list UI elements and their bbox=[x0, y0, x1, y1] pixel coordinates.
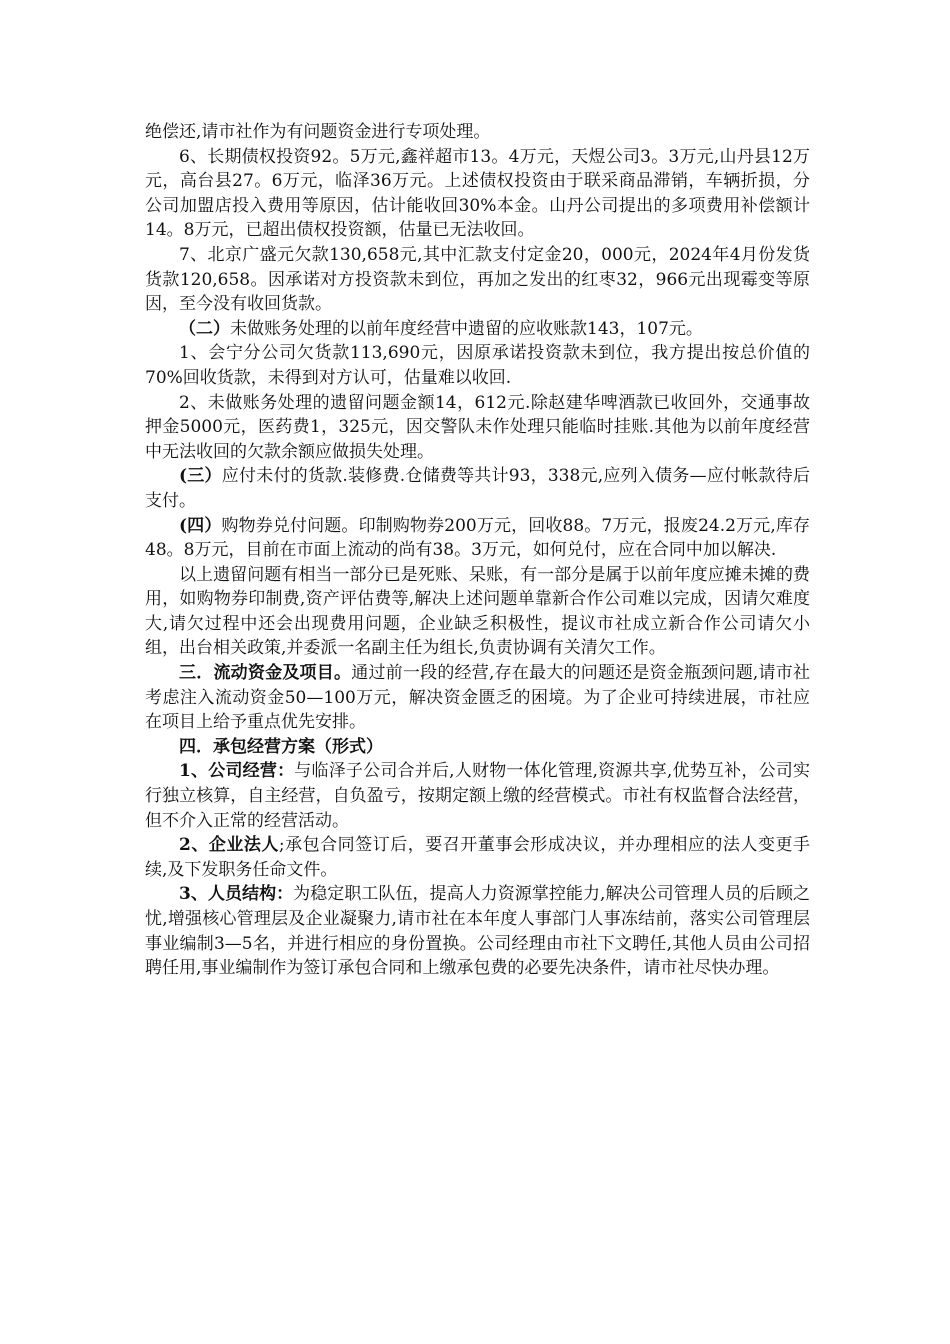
paragraph-heading: （二） bbox=[179, 318, 230, 339]
paragraph bbox=[145, 563, 810, 661]
paragraph bbox=[145, 882, 810, 980]
paragraph-heading: 2、企业法人 bbox=[179, 835, 279, 856]
paragraph-text: 与临泽子公司合并后,人财物一体化管理,资源共享,优势互补，公司实行独立核算，自主经营，自负盈亏，按期定额上缴的经营模式。市社有权监督合法经营，但不介入正常的经营活动。 bbox=[145, 761, 810, 831]
paragraph-heading: (三） bbox=[179, 466, 222, 487]
paragraph bbox=[145, 514, 810, 563]
paragraph-text: 为稳定职工队伍，提高人力资源掌控能力,解决公司管理人员的后顾之忧,增强核心管理层及企业凝聚力,请市社在本年度人事部门人事冻结前，落实公司管理层事业编制3—5名，并进行相应的身份置换。公司经理由市社下文聘任,其他人员由公司招聘任用,事业编制作为签订承包合同和上缴承包费的必要先决条件，请市社尽快办理。 bbox=[145, 884, 810, 979]
paragraph-text: 2、未做账务处理的遗留问题金额14，612元.除赵建华啤酒款已收回外，交通事故押金5000元，医药费1，325元，因交警队未作处理只能临时挂账.其他为以前年度经营中无法收回的欠款余额应做损失处理。 bbox=[145, 392, 810, 462]
paragraph-heading: (四） bbox=[179, 515, 222, 536]
paragraph bbox=[145, 833, 810, 882]
paragraph-heading: 四．承包经营方案（形式） bbox=[179, 736, 383, 757]
paragraph bbox=[145, 145, 810, 243]
paragraph-heading: 1、公司经营： bbox=[179, 761, 295, 782]
paragraph-text: 1、会宁分公司欠货款113,690元，因原承诺投资款未到位，我方提出按总价值的70%回收货款，未得到对方认可，估量难以收回. bbox=[145, 343, 810, 388]
paragraph-text: ;承包合同签订后，要召开董事会形成决议，并办理相应的法人变更手续,及下发职务任命文件。 bbox=[145, 835, 810, 880]
paragraph-heading: 3、人员结构： bbox=[179, 884, 294, 905]
paragraph bbox=[145, 341, 810, 390]
paragraph-heading: 三．流动资金及项目。 bbox=[179, 663, 352, 684]
paragraph bbox=[145, 464, 810, 513]
paragraph-text: 绝偿还,请市社作为有问题资金进行专项处理。 bbox=[145, 122, 491, 142]
paragraph bbox=[145, 735, 810, 760]
paragraph bbox=[145, 120, 810, 145]
paragraph bbox=[145, 661, 810, 735]
paragraph-text: 应付未付的货款.装修费.仓储费等共计93，338元,应列入债务—应付帐款待后支付。 bbox=[145, 466, 810, 511]
paragraph bbox=[145, 391, 810, 465]
paragraph bbox=[145, 243, 810, 317]
paragraph-text: 购物券兑付问题。印制购物券200万元，回收88。7万元，报废24.2万元,库存48。8万元，目前在市面上流动的尚有38。3万元，如何兑付，应在合同中加以解决. bbox=[145, 515, 811, 561]
document-page bbox=[145, 120, 810, 981]
paragraph-text: 以上遗留问题有相当一部分已是死账、呆账，有一部分是属于以前年度应摊未摊的费用，如购物券印制费,资产评估费等,解决上述问题单靠新合作公司难以完成，因请欠难度大,请欠过程中还会出现费用问题，企业缺乏积极性，提议市社成立新合作公司请欠小组，出台相关政策,并委派一名副主任为组长,负责协调有关清欠工作。 bbox=[145, 564, 810, 659]
paragraph-text: 未做账务处理的以前年度经营中遗留的应收账款143，107元。 bbox=[230, 318, 703, 339]
paragraph bbox=[145, 317, 810, 342]
paragraph-text: 7、北京广盛元欠款130,658元,其中汇款支付定金20，000元，2024年4月份发货货款120,658。因承诺对方投资款未到位，再加之发出的红枣32，966元出现霉变等原因，至今没有收回货款。 bbox=[145, 244, 810, 315]
paragraph-text: 6、长期债权投资92。5万元,鑫祥超市13。4万元，天煜公司3。3万元,山丹县12万元，高台县27。6万元，临泽36万元。上述债权投资由于联采商品滞销，车辆折损，分公司加盟店投入费用等原因，估计能收回30%本金。山丹公司提出的多项费用补偿额计14。8万元，已超出债权投资额，估量已无法收回。 bbox=[145, 146, 810, 241]
paragraph bbox=[145, 759, 810, 833]
paragraph-text: 通过前一段的经营,存在最大的问题还是资金瓶颈问题,请市社考虑注入流动资金50—100万元，解决资金匮乏的困境。为了企业可持续进展，市社应在项目上给予重点优先安排。 bbox=[145, 663, 810, 733]
